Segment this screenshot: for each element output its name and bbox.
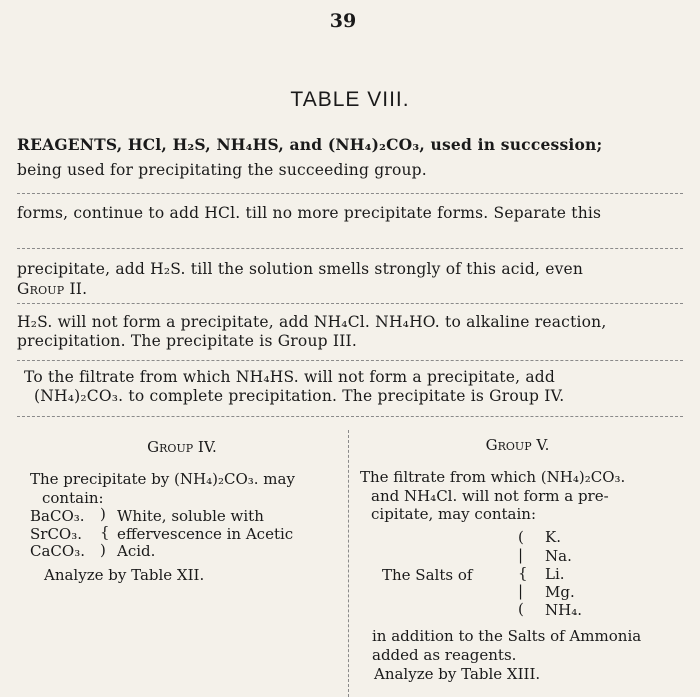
divider	[17, 416, 683, 417]
salt-mg: Mg.	[545, 583, 575, 601]
group-4-desc-1: White, soluble with	[117, 507, 264, 525]
group-4-desc-3: Acid.	[117, 542, 156, 560]
group-4-intro-2: contain:	[42, 489, 104, 507]
step-2-line-2: Group II.	[17, 280, 88, 298]
divider	[17, 248, 683, 249]
step-4-line-2: (NH₄)₂CO₃. to complete precipitation. The precipitate is Group IV.	[34, 387, 565, 405]
divider	[17, 303, 683, 304]
group-5-heading: Group V.	[485, 436, 550, 454]
column-divider	[348, 430, 349, 697]
salt-li: Li.	[545, 565, 565, 583]
group-5-intro-1: The filtrate from which (NH₄)₂CO₃.	[360, 468, 626, 486]
salt-k: K.	[545, 528, 561, 546]
step-2-line-1: precipitate, add H₂S. till the solution smells strongly of this acid, even	[17, 260, 584, 278]
divider	[17, 193, 683, 194]
group-5-note-1: in addition to the Salts of Ammonia	[372, 627, 642, 645]
salt-nh4: NH₄.	[545, 601, 582, 619]
page-number: 39	[329, 10, 357, 32]
group-5-intro-3: cipitate, may contain:	[371, 505, 536, 523]
group-5-intro-2: and NH₄Cl. will not form a pre-	[371, 487, 609, 505]
salts-label: The Salts of	[382, 566, 473, 584]
group-4-desc-2: effervescence in Acetic	[117, 525, 294, 543]
step-3-line-2: precipitation. The precipitate is Group III.	[17, 332, 357, 350]
compound-caco3: CaCO₃.	[30, 542, 85, 560]
step-3-line-1: H₂S. will not form a precipitate, add NH₄Cl. NH₄HO. to alkaline reaction,	[17, 313, 607, 331]
intro-line-1: REAGENTS, HCl, H₂S, NH₄HS, and (NH₄)₂CO₃, used in succession;	[17, 135, 603, 154]
group-5-note-2: added as reagents.	[372, 646, 517, 664]
brace-icon: ) { )	[100, 505, 110, 559]
group-4-analyze: Analyze by Table XII.	[44, 566, 205, 584]
step-4-line-1: To the filtrate from which NH₄HS. will not form a precipitate, add	[24, 368, 556, 386]
group-5-analyze: Analyze by Table XIII.	[374, 665, 541, 683]
compound-srco3: SrCO₃.	[30, 525, 83, 543]
group-4-heading: Group IV.	[147, 438, 217, 456]
divider	[17, 360, 683, 361]
salt-na: Na.	[545, 547, 572, 565]
group-4-intro-1: The precipitate by (NH₄)₂CO₃. may	[30, 470, 295, 488]
brace-icon: ( | { | (	[518, 528, 528, 618]
table-title: TABLE VIII.	[290, 88, 410, 111]
step-1-text: forms, continue to add HCl. till no more precipitate forms. Separate this	[17, 204, 602, 222]
compound-baco3: BaCO₃.	[30, 507, 85, 525]
intro-line-2: being used for precipitating the succeeding group.	[17, 161, 427, 179]
